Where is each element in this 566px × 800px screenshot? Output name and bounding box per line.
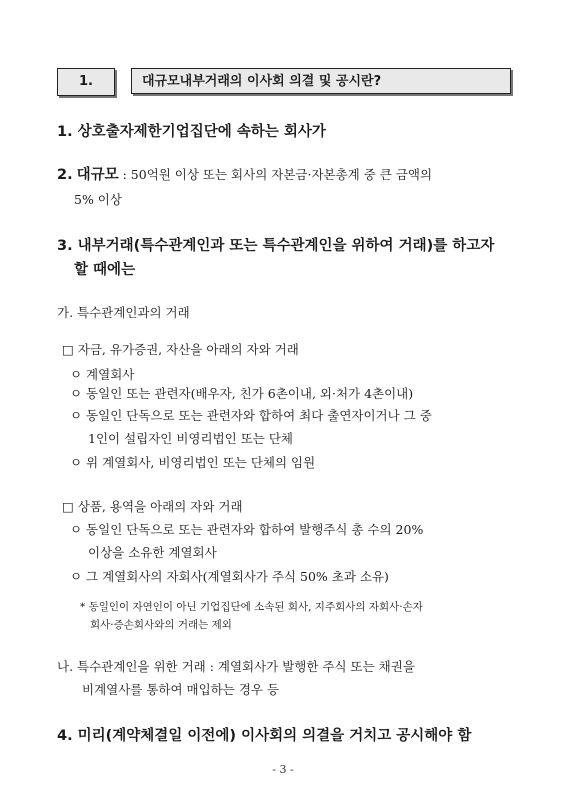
heading-3-line2: 할 때에는 bbox=[74, 262, 136, 278]
group2-head: □ 상품, 용역을 아래의 자와 거래 bbox=[62, 499, 243, 514]
note-line1: * 동일인이 자연인이 아닌 기업집단에 소속된 회사, 지주회사의 자회사·손자 bbox=[80, 601, 423, 613]
heading-4: 4. 미리(계약체결일 이전에) 이사회의 의결을 거치고 공시해야 함 bbox=[57, 728, 472, 744]
section-number-box: 1. bbox=[57, 68, 115, 96]
heading-1: 1. 상호출자제한기업집단에 속하는 회사가 bbox=[57, 124, 326, 140]
group2-item1-line2: 이상을 소유한 계열회사 bbox=[88, 545, 217, 560]
section-header bbox=[57, 68, 511, 96]
subsection-ga-title: 가. 특수관계인과의 거래 bbox=[57, 305, 190, 320]
subsection-na-line1: 나. 특수관계인을 위한 거래 : 계열회사가 발행한 주식 또는 채권을 bbox=[57, 659, 415, 674]
heading-2-term: 대규모 bbox=[76, 167, 119, 183]
group1-item3-line2: 1인이 설립자인 비영리법인 또는 단체 bbox=[88, 431, 293, 446]
group2-item1-line1: ㅇ 동일인 단독으로 또는 관련자와 합하여 발행주식 총 수의 20% bbox=[70, 522, 424, 537]
note-line2: 회사·증손회사와의 거래는 제외 bbox=[90, 619, 232, 631]
subsection-na-line2: 비계열사를 통하여 매입하는 경우 등 bbox=[82, 682, 280, 697]
page-number: - 3 - bbox=[272, 763, 294, 776]
heading-2-line1: : 50억원 이상 또는 회사의 자본금·자본총계 중 큰 금액의 bbox=[118, 167, 433, 182]
group2-item2: ㅇ 그 계열회사의 자회사(계열회사가 주식 50% 초과 소유) bbox=[70, 569, 389, 584]
section-title-box: 대규모내부거래의 이사회 의결 및 공시란? bbox=[131, 68, 511, 94]
heading-2-number: 2. bbox=[57, 167, 73, 183]
group1-item2: ㅇ 동일인 또는 관련자(배우자, 친가 6촌이내, 외·처가 4촌이내) bbox=[70, 386, 414, 401]
group1-item1: ㅇ 계열회사 bbox=[70, 367, 135, 382]
heading-2 bbox=[57, 163, 432, 184]
group1-item3-line1: ㅇ 동일인 단독으로 또는 관련자와 합하여 최다 출연자이거나 그 중 bbox=[70, 408, 432, 423]
group1-head: □ 자금, 유가증권, 자산을 아래의 자와 거래 bbox=[62, 342, 299, 357]
heading-3-line1: 3. 내부거래(특수관계인과 또는 특수관계인을 위하여 거래)를 하고자 bbox=[57, 238, 495, 254]
heading-2-line2: 5% 이상 bbox=[74, 192, 122, 207]
group1-item4: ㅇ 위 계열회사, 비영리법인 또는 단체의 임원 bbox=[70, 455, 316, 470]
